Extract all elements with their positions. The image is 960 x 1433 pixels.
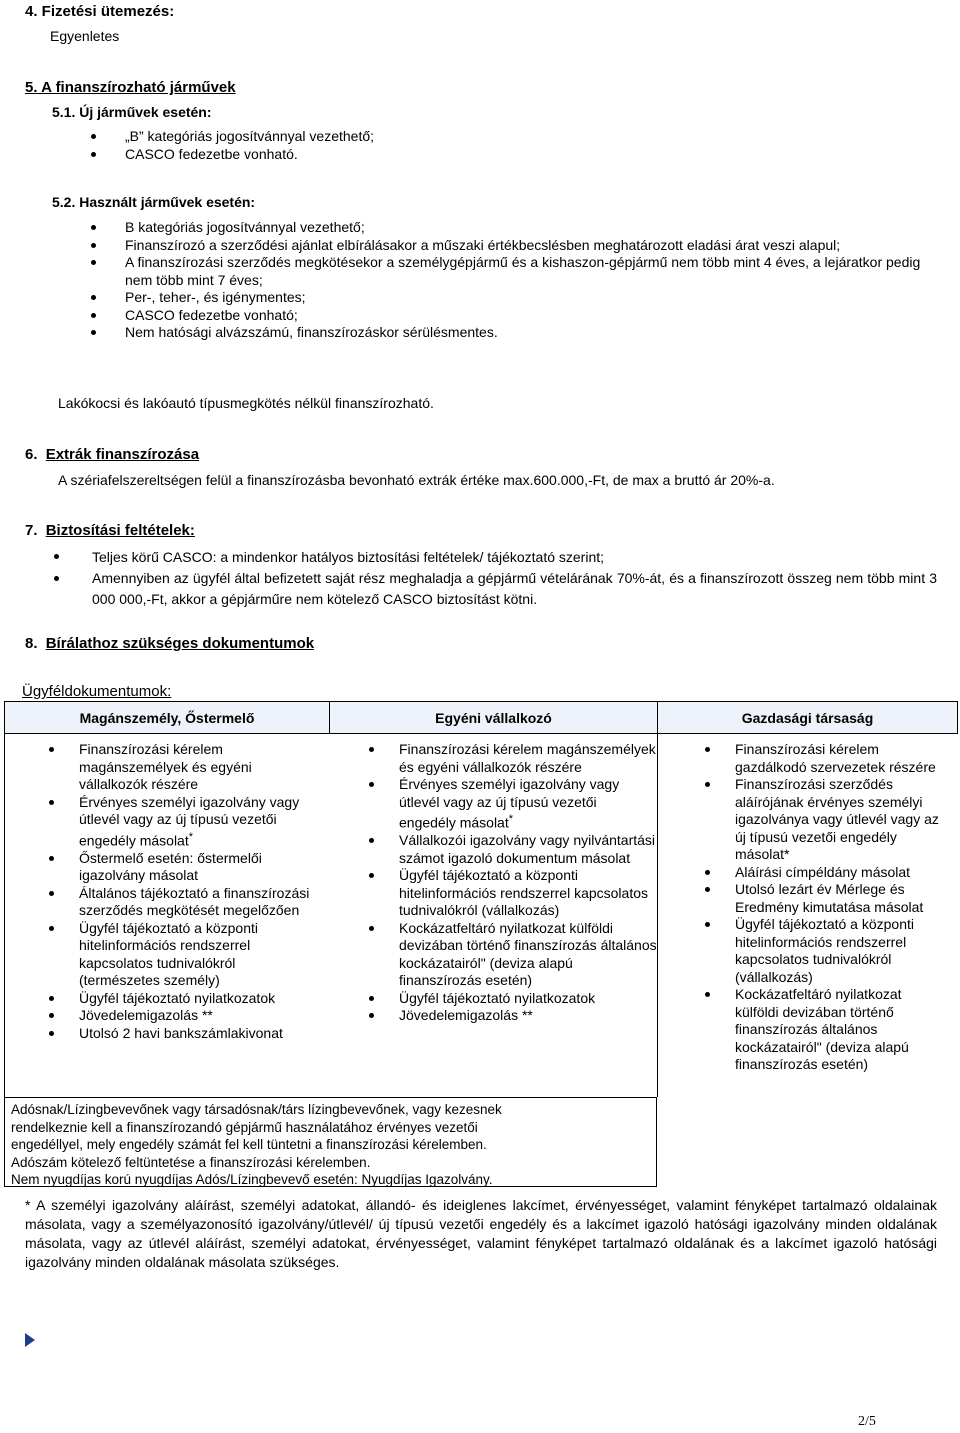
- list-item: Aláírási címpéldány másolat: [735, 864, 947, 882]
- note-line: Adósnak/Lízingbevevőnek vagy társadósnak/társ lízingbevevőnek, vagy kezesnek: [11, 1102, 502, 1117]
- list-item: Vállalkozói igazolvány vagy nyilvántartási számot igazoló dokumentum másolat: [399, 832, 656, 866]
- column-header-company: Gazdasági társaság: [658, 702, 958, 734]
- section-8-number: 8.: [25, 635, 38, 652]
- list-item: Érvényes személyi igazolvány vagy útlevél vagy az új típusú vezetői engedély másolat*: [399, 776, 657, 832]
- note-line: engedéllyel, mely engedély számát fel kell tüntetni a finanszírozási kérelemben.: [11, 1137, 487, 1152]
- payment-schedule-value: Egyenletes: [50, 28, 120, 44]
- list-item: Per-, teher-, és igénymentes;: [125, 289, 937, 307]
- section-6-title: Extrák finanszírozása: [45, 446, 200, 463]
- section-8-title: Bírálathoz szükséges dokumentumok: [45, 635, 315, 652]
- list-item: Utolsó 2 havi bankszámlakivonat: [79, 1025, 319, 1043]
- section-7-title: Biztosítási feltételek:: [45, 522, 195, 539]
- private-docs-list: [79, 741, 319, 1042]
- list-item: Őstermelő esetén: őstermelői igazolvány másolat: [79, 850, 319, 885]
- note-line: rendelkeznie kell a finanszírozandó gépjármű használatához érvényes vezetői: [11, 1119, 478, 1135]
- list-item: Ügyfél tájékoztató nyilatkozatok: [79, 990, 319, 1008]
- list-item: Ügyfél tájékoztató nyilatkozatok: [399, 990, 657, 1008]
- arrow-right-icon: [25, 1333, 35, 1347]
- list-item: Teljes körű CASCO: a mindenkor hatályos biztosítási feltételek/ tájékoztató szerint;: [92, 546, 937, 568]
- section-6: [25, 446, 199, 463]
- list-item: Nem hatósági alvázszámú, finanszírozáskor sérülésmentes.: [125, 324, 937, 342]
- sole-trader-docs-list: [399, 741, 657, 1025]
- section-5-1-title: 5.1. Új járművek esetén:: [52, 104, 212, 120]
- list-item: Finanszírozási szerződés aláírójának érvényes személyi igazolványa vagy útlevél vagy az új típusú vezetői engedély másolat*: [735, 776, 947, 864]
- list-item: Finanszírozási kérelem magánszemélyek és egyéni vállalkozók részére: [79, 741, 319, 794]
- section-5-title: 5. A finanszírozható járművek: [25, 79, 236, 96]
- list-item: Kockázatfeltáró nyilatkozat külföldi devizában történő finanszírozás általános kockázatairól" (deviza alapú finanszírozás esetén): [399, 919, 657, 989]
- company-docs-list: [735, 741, 947, 1074]
- list-item: Kockázatfeltáró nyilatkozat külföldi devizában történő finanszírozás általános kockázatairól" (deviza alapú finanszírozás esetén): [735, 986, 947, 1074]
- list-item: Finanszírozási kérelem magánszemélyek és egyéni vállalkozók részére: [399, 741, 656, 775]
- list-item: Utolsó lezárt év Mérlege és Eredmény kimutatása másolat: [735, 881, 947, 916]
- note-line: Nem nyugdíjas korú nyugdíjas Adós/Lízingbevevő esetén: Nyugdíjas Igazolvány.: [11, 1172, 493, 1187]
- footnote: * A személyi igazolvány aláírást, személyi adatokat, állandó- és ideiglenes lakcímet, érvényességet, valamint fényképet tartalmazó oldalainak másolata, vagy a személyazonosító igazolvány/útlevél/ új típusú vezetői engedély és a lakcímet igazoló hatósági igazolvány minden oldalának másolata, vagy az útlevél aláírást, személyi adatokat, érvényességet, valamint fényképet tartalmazó oldalának és a lakcímet igazoló hatósági igazolvány minden oldalának másolata szükséges.: [25, 1197, 937, 1270]
- list-item: Ügyfél tájékoztató a központi hitelinformációs rendszerrel kapcsolatos tudnivalókról (természetes személy): [79, 920, 319, 990]
- used-vehicle-list: [125, 219, 937, 342]
- list-item: Finanszírozó a szerződési ajánlat elbírálásakor a műszaki értékbecslésben meghatározott eladási árat veszi alapul;: [125, 237, 937, 255]
- section-7-number: 7.: [25, 522, 38, 539]
- list-item: Jövedelemigazolás **: [79, 1007, 319, 1025]
- note-line: Adószám kötelező feltüntetése a finanszírozási kérelemben.: [11, 1154, 371, 1170]
- list-item: Általános tájékoztató a finanszírozási szerződés megkötését megelőzően: [79, 885, 319, 920]
- column-header-private: Magánszemély, Őstermelő: [5, 702, 330, 734]
- list-item: B kategóriás jogosítvánnyal vezethető;: [125, 219, 937, 237]
- column-header-sole-trader: Egyéni vállalkozó: [330, 702, 658, 734]
- section-7: [25, 522, 195, 539]
- table-divider: [4, 733, 957, 734]
- page-number: 2/5: [858, 1414, 876, 1429]
- table-border-left: [4, 733, 5, 1097]
- list-item: Jövedelemigazolás **: [399, 1007, 657, 1025]
- table-border-mid: [657, 733, 658, 1097]
- list-item: Ügyfél tájékoztató a központi hitelinformációs rendszerrel kapcsolatos tudnivalókról (vállalkozás): [399, 867, 657, 920]
- list-item: „B” kategóriás jogosítvánnyal vezethető;: [125, 128, 935, 146]
- client-docs-subtitle: Ügyféldokumentumok:: [22, 683, 172, 700]
- list-item: Amennyiben az ügyfél által befizetett saját rész meghaladja a gépjármű vételárának 70%-át, és a finanszírozott összeg nem több mint 3 000 000,-Ft, akkor a gépjárműre nem kötelező CASCO biztosítást kötni.: [92, 568, 937, 610]
- list-item: Érvényes személyi igazolvány vagy útlevél vagy az új típusú vezetői engedély másolat*: [79, 794, 319, 850]
- section-5-2-title: 5.2. Használt járművek esetén:: [52, 194, 256, 210]
- list-item: A finanszírozási szerződés megkötésekor a személygépjármű és a kishaszon-gépjármű nem több mint 4 éves, a lejáratkor pedig nem több mint 7 éves;: [125, 254, 937, 289]
- extras-text: A szériafelszereltségen felül a finanszírozásba bevonható extrák értéke max.600.000,-Ft, de max a bruttó ár 20%-a.: [58, 472, 775, 488]
- section-6-number: 6.: [25, 446, 38, 463]
- list-item: Ügyfél tájékoztató a központi hitelinformációs rendszerrel kapcsolatos tudnivalókról (vállalkozás): [735, 916, 947, 986]
- camper-note: Lakókocsi és lakóautó típusmegkötés nélkül finanszírozható.: [58, 395, 434, 411]
- new-vehicle-list: [125, 128, 935, 163]
- borrower-note-box: [4, 1097, 657, 1187]
- section-4-title: 4. Fizetési ütemezés:: [25, 3, 175, 20]
- list-item: Finanszírozási kérelem gazdálkodó szervezetek részére: [735, 741, 947, 776]
- list-item: CASCO fedezetbe vonható;: [125, 307, 937, 325]
- list-item: CASCO fedezetbe vonható.: [125, 146, 935, 164]
- documents-table: [4, 701, 958, 734]
- section-8: [25, 635, 314, 652]
- insurance-list: [92, 546, 937, 610]
